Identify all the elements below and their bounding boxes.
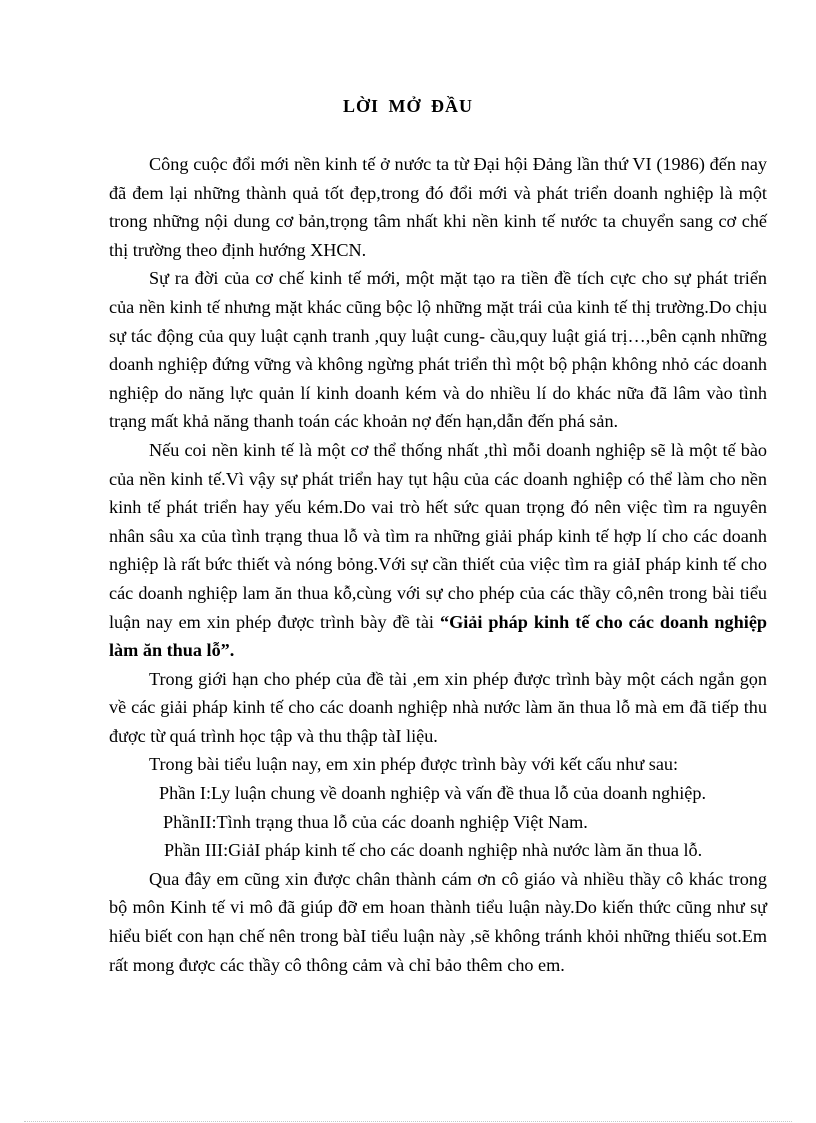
structure-intro: Trong bài tiểu luận nay, em xin phép được trình bày với kết cấu như sau: [149, 754, 679, 775]
part-item-3: Phần III:GiảI pháp kinh tế cho các doanh nghiệp nhà nước làm ăn thua lỗ. [164, 840, 703, 861]
paragraph-importance [109, 436, 767, 665]
page-bottom-divider [24, 1121, 792, 1122]
paragraph-closing: Qua đây em cũng xin được chân thành cám ơn cô giáo và nhiều thầy cô khác trong bộ môn Kinh tế vi mô đã giúp đỡ em hoan thành tiểu luận này.Do kiến thức cũng như sự hiểu biết con hạn chế nên trong bàI tiểu luận này ,sẽ không tránh khỏi những thiếu sot.Em rất mong được các thầy cô thông cảm và chỉ bảo thêm cho em. [109, 868, 767, 975]
paragraph-importance-text: Nếu coi nền kinh tế là một cơ thể thống nhất ,thì mỗi doanh nghiệp sẽ là một tế bào của nền kinh tế.Vì vậy sự phát triển hay tụt hậu của các doanh nghiệp có thể làm cho nền kinh tế phát triển hay yếu kém.Do vai trò hết sức quan trọng đó nên việc tìm ra nguyên nhân sâu xa của tình trạng thua lỗ và tìm ra những giải pháp kinh tế hợp lí cho các doanh nghiệp là rất bức thiết và nóng bỏng.Với sự cần thiết của việc tìm ra giảI pháp kinh tế cho các doanh nghiệp lam ăn thua kỗ,cùng với sự cho phép của các thầy cô,nên trong bài tiểu luận nay em xin phép được trình bày đề tài [109, 439, 767, 632]
paragraph-intro: Công cuộc đổi mới nền kinh tế ở nước ta từ Đại hội Đảng lần thứ VI (1986) đến nay đã đem lại những thành quả tốt đẹp,trong đó đổi mới và phát triển doanh nghiệp là một trong những nội dung cơ bản,trọng tâm nhất khi nền kinh tế nước ta chuyển sang cơ chế thị trường theo định hướng XHCN. [109, 154, 767, 260]
paragraph-market-mechanism: Sự ra đời của cơ chế kinh tế mới, một mặt tạo ra tiền đề tích cực cho sự phát triển của nền kinh tế nhưng mặt khác cũng bộc lộ những mặt trái của kinh tế thị trường.Do chịu sự tác động của quy luật cạnh tranh ,quy luật cung- cầu,quy luật giá trị…,bên cạnh những doanh nghiệp đứng vững và không ngừng phát triển thì một bộ phận không nhỏ các doanh nghiệp do năng lực quản lí kinh doanh kém và do nhiều lí do khác nữa đã lâm vào tình trạng mất khả năng thanh toán các khoản nợ đến hạn,dẫn đến phá sản. [109, 268, 767, 432]
paragraph-scope: Trong giới hạn cho phép của đề tài ,em xin phép được trình bày một cách ngắn gọn về các giải pháp kinh tế cho các doanh nghiệp nhà nước làm ăn thua lỗ mà em đã tiếp thu được từ quá trình học tập và thu thập tàI liệu. [109, 668, 767, 746]
page-title: LỜI MỞ ĐẦU [343, 96, 473, 116]
part-item-1: Phần I:Ly luận chung về doanh nghiệp và vấn đề thua lỗ của doanh nghiệp. [159, 783, 707, 804]
document-body [109, 150, 767, 979]
part-item-2: PhầnII:Tình trạng thua lỗ của các doanh nghiệp Việt Nam. [163, 811, 588, 832]
topic-title: “Giải pháp kinh tế cho các doanh nghiệp làm ăn thua lỗ”. [109, 611, 768, 661]
